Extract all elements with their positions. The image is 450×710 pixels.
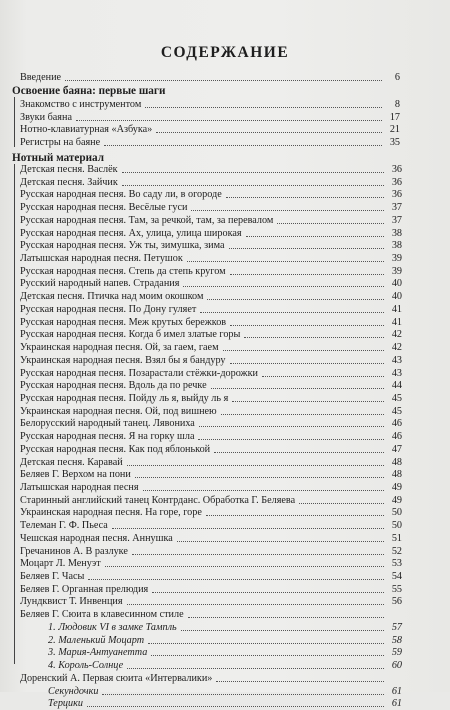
toc-entry-page: 38 xyxy=(391,240,402,252)
toc-entry xyxy=(20,202,402,214)
toc-entry-title: Телеман Г. Ф. Пьеса xyxy=(20,520,108,532)
section-bracket xyxy=(14,164,15,664)
dot-leader xyxy=(230,363,384,364)
toc-entry xyxy=(20,164,402,176)
toc-entry-title: 2. Маленький Моцарт xyxy=(48,634,145,646)
dot-leader xyxy=(105,566,384,567)
toc-entry-page: 39 xyxy=(391,265,402,277)
dot-leader xyxy=(177,541,384,542)
toc-entry-page: 36 xyxy=(391,189,402,201)
toc-entry-page: 36 xyxy=(391,176,402,188)
toc-entry-title: Украинская народная песня. Ой, за гаем, гаем xyxy=(20,342,219,354)
toc-entry-page: 57 xyxy=(391,621,402,633)
toc-entry xyxy=(20,673,402,685)
toc-entry-page: 48 xyxy=(391,469,402,481)
toc-entry-title: Русская народная песня. Во саду ли, в огороде xyxy=(20,189,222,201)
dot-leader xyxy=(191,210,384,211)
toc-entry-page: 40 xyxy=(391,291,402,303)
toc-entry-page: 36 xyxy=(391,164,402,175)
dot-leader xyxy=(206,515,384,516)
toc-entry-title: Введение xyxy=(20,72,62,83)
section-bracket xyxy=(14,97,15,147)
toc-entry-page: 61 xyxy=(391,698,402,710)
dot-leader xyxy=(127,465,384,466)
dot-leader xyxy=(181,630,384,631)
toc-entry-page: 8 xyxy=(394,99,400,110)
toc-entry xyxy=(20,558,402,570)
toc-entry-title: Доренский А. Первая сюита «Интервалики» xyxy=(20,672,213,684)
toc-entry xyxy=(20,380,402,392)
toc-entry-page: 37 xyxy=(391,214,402,226)
dot-leader xyxy=(221,414,384,415)
toc-entry-title: Русский народный напев. Страдания xyxy=(20,278,180,290)
toc-entry-page: 43 xyxy=(391,354,402,366)
toc-entry-title: Гречанинов А. В разлуке xyxy=(20,545,128,557)
toc-entry xyxy=(20,72,400,84)
dot-leader xyxy=(156,132,382,133)
toc-entry-page: 48 xyxy=(391,456,402,468)
dot-leader xyxy=(127,604,384,605)
toc-entry xyxy=(20,457,402,469)
toc-entry-page: 46 xyxy=(391,431,402,443)
toc-entry-title: Беляев Г. Часы xyxy=(20,571,85,583)
toc-entry xyxy=(20,495,402,507)
toc-entry xyxy=(20,469,402,481)
toc-entry-page: 6 xyxy=(394,72,400,83)
toc-entry-page: 41 xyxy=(391,316,402,328)
toc-entry-title: Русская народная песня. Степь да степь кругом xyxy=(20,265,226,277)
toc-entry xyxy=(20,304,402,316)
toc-entry-page: 44 xyxy=(391,380,402,392)
toc-entry-title: Лундквист Т. Инвенция xyxy=(20,596,123,608)
dot-leader xyxy=(148,643,384,644)
toc-entry-title: Детская песня. Зайчик xyxy=(20,176,118,188)
toc-entry xyxy=(20,278,402,290)
dot-leader xyxy=(207,299,384,300)
toc-entry xyxy=(20,596,402,608)
toc-entry-title: Украинская народная песня. На горе, горе xyxy=(20,507,202,519)
toc-entry-title: Знакомство с инструментом xyxy=(20,99,142,110)
toc-entry-page: 42 xyxy=(391,342,402,354)
toc-entry-page: 58 xyxy=(391,634,402,646)
toc-entry-page: 45 xyxy=(391,405,402,417)
toc-entry xyxy=(48,635,402,647)
toc-entry xyxy=(20,507,402,519)
dot-leader xyxy=(216,681,384,682)
dot-leader xyxy=(262,376,384,377)
dot-leader xyxy=(122,172,384,173)
toc-entry xyxy=(20,609,402,621)
dot-leader xyxy=(229,248,384,249)
toc-entry xyxy=(48,698,402,710)
toc-entry xyxy=(20,418,402,430)
dot-leader xyxy=(65,80,382,81)
toc-entry xyxy=(20,533,402,545)
dot-leader xyxy=(112,528,384,529)
toc-entry xyxy=(20,431,402,443)
toc-entry-title: Русская народная песня. Уж ты, зимушка, зима xyxy=(20,240,225,252)
toc-entry xyxy=(20,571,402,583)
toc-entry-page: 42 xyxy=(391,329,402,341)
toc-entry-title: Украинская народная песня. Взял бы я бандуру xyxy=(20,354,226,366)
dot-leader xyxy=(127,668,384,669)
toc-entry-title: Старинный английский танец Контрданс. Обработка Г. Беляева xyxy=(20,494,296,506)
toc-entry-page: 50 xyxy=(391,520,402,532)
toc-entry-title: Детская песня. Каравай xyxy=(20,456,123,468)
toc-entry-title: Звуки баяна xyxy=(20,111,72,123)
toc-entry xyxy=(20,291,402,303)
dot-leader xyxy=(102,694,384,695)
dot-leader xyxy=(246,236,384,237)
toc-entry-page: 49 xyxy=(391,494,402,506)
toc-entry xyxy=(20,546,402,558)
toc-entry-page: 54 xyxy=(391,571,402,583)
toc-entry-title: Латышская народная песня xyxy=(20,482,139,493)
toc-entry xyxy=(20,228,402,240)
toc-entry-page: 41 xyxy=(391,303,402,315)
toc-entry-title: Русская народная песня. Вдоль да по речке xyxy=(20,380,207,392)
toc-entry-page: 39 xyxy=(391,253,402,265)
toc-entry-page: 59 xyxy=(391,647,402,659)
toc-entry-title: Русская народная песня. Там, за речкой, там, за перевалом xyxy=(20,214,274,226)
toc-entry-page: 50 xyxy=(391,507,402,519)
toc-entry-page: 60 xyxy=(391,660,402,672)
toc-entry-page: 38 xyxy=(391,227,402,239)
toc-entry xyxy=(20,240,402,252)
toc-entry-title: Русская народная песня. Ах, улица, улица широкая xyxy=(20,227,242,239)
dot-leader xyxy=(152,592,384,593)
toc-entry-page: 52 xyxy=(391,545,402,557)
dot-leader xyxy=(188,617,384,618)
toc-entry xyxy=(48,622,402,634)
toc-entry xyxy=(20,482,402,494)
dot-leader xyxy=(230,274,384,275)
toc-entry xyxy=(20,137,400,149)
dot-leader xyxy=(145,107,382,108)
toc-entry-title: Русская народная песня. Меж крутых бережков xyxy=(20,316,227,328)
dot-leader xyxy=(199,426,384,427)
dot-leader xyxy=(299,503,384,504)
toc-entry-title: Регистры на баяне xyxy=(20,136,101,148)
toc-entry-title: Украинская народная песня. Ой, под вишнею xyxy=(20,405,217,417)
toc-entry xyxy=(20,112,400,124)
toc-entry xyxy=(20,368,402,380)
toc-entry-title: 4. Король-Солнце xyxy=(48,660,124,672)
toc-entry-title: Русская народная песня. Позарастали стёжки-дорожки xyxy=(20,367,258,379)
toc-entry xyxy=(20,393,402,405)
toc-entry xyxy=(20,189,402,201)
toc-entry-title: Беляев Г. Верхом на пони xyxy=(20,469,131,481)
dot-leader xyxy=(230,325,384,326)
toc-entry-title: Русская народная песня. Я на горку шла xyxy=(20,431,195,443)
toc-entry-title: Чешская народная песня. Аннушка xyxy=(20,532,173,544)
dot-leader xyxy=(132,554,384,555)
toc-entry-title: Детская песня. Васлёк xyxy=(20,164,118,175)
toc-entry-title: Беляев Г. Сюита в клавесинном стиле xyxy=(20,609,184,621)
dot-leader xyxy=(226,197,384,198)
dot-leader xyxy=(187,261,384,262)
dot-leader xyxy=(277,223,384,224)
toc-entry-title: Беляев Г. Органная прелюдия xyxy=(20,583,149,595)
toc-entry-title: Нотно-клавиатурная «Азбука» xyxy=(20,124,153,136)
dot-leader xyxy=(214,452,384,453)
dot-leader xyxy=(232,401,384,402)
toc-entry-page: 45 xyxy=(391,392,402,404)
toc-entry xyxy=(48,660,402,672)
toc-entry xyxy=(48,647,402,659)
dot-leader xyxy=(104,145,382,146)
toc-entry xyxy=(20,329,402,341)
toc-entry-title: Русская народная песня. Как под яблонькой xyxy=(20,443,211,455)
toc-entry-title: Детская песня. Птичка над моим окошком xyxy=(20,291,204,303)
toc-entry xyxy=(20,355,402,367)
toc-entry-title: Русская народная песня. Весёлые гуси xyxy=(20,202,188,214)
dot-leader xyxy=(198,439,384,440)
toc-entry-page: 37 xyxy=(391,202,402,214)
toc-entry-title: Русская народная песня. Пойду ль я, выйду ль я xyxy=(20,392,229,404)
dot-leader xyxy=(244,337,384,338)
toc-entry xyxy=(20,99,400,111)
toc-entry xyxy=(20,215,402,227)
toc-entry-title: Русская народная песня. По Дону гуляет xyxy=(20,303,197,315)
toc-entry xyxy=(20,342,402,354)
toc-entry-page: 49 xyxy=(391,482,402,493)
toc-entry-page: 40 xyxy=(391,278,402,290)
dot-leader xyxy=(211,388,384,389)
toc-entry-page: 17 xyxy=(389,111,400,123)
toc-entry-page: 55 xyxy=(391,583,402,595)
toc-entry-title: Моцарт Л. Менуэт xyxy=(20,558,101,570)
dot-leader xyxy=(151,655,384,656)
toc-entry-page: 35 xyxy=(389,136,400,148)
toc-entry-title: 1. Людовик VI в замке Тампль xyxy=(48,621,177,633)
dot-leader xyxy=(76,120,382,121)
dot-leader xyxy=(122,185,384,186)
dot-leader xyxy=(88,579,384,580)
dot-leader xyxy=(223,350,384,351)
dot-leader xyxy=(183,286,384,287)
toc-entry xyxy=(20,584,402,596)
dot-leader xyxy=(87,706,384,707)
toc-entry xyxy=(20,266,402,278)
toc-entry-page: 21 xyxy=(389,124,400,136)
page-title: СОДЕРЖАНИЕ xyxy=(160,44,290,61)
toc-entry xyxy=(20,444,402,456)
toc-entry-title: Белорусский народный танец. Лявониха xyxy=(20,418,195,430)
toc-entry-title: Терцики xyxy=(48,698,83,710)
toc-entry xyxy=(20,406,402,418)
section-title: Освоение баяна: первые шаги xyxy=(12,85,166,97)
toc-entry-title: Секундочки xyxy=(48,685,99,697)
toc-entry-page: 47 xyxy=(391,443,402,455)
dot-leader xyxy=(135,477,384,478)
toc-entry-title: 3. Мария-Антуанетта xyxy=(48,647,148,659)
toc-entry xyxy=(20,317,402,329)
section-title: Нотный материал xyxy=(12,152,105,164)
toc-entry-page: 56 xyxy=(391,596,402,608)
toc-entry xyxy=(20,124,400,136)
toc-entry-page: 51 xyxy=(391,532,402,544)
toc-entry-title: Русская народная песня. Когда б имел златые горы xyxy=(20,329,241,341)
toc-entry xyxy=(20,177,402,189)
toc-entry-page: 61 xyxy=(391,685,402,697)
dot-leader xyxy=(143,490,384,491)
toc-entry-page: 43 xyxy=(391,367,402,379)
toc-entry-title: Латышская народная песня. Петушок xyxy=(20,253,183,265)
toc-entry-page: 53 xyxy=(391,558,402,570)
toc-entry-page: 46 xyxy=(391,418,402,430)
toc-entry xyxy=(20,253,402,265)
dot-leader xyxy=(200,312,384,313)
toc-entry xyxy=(20,520,402,532)
